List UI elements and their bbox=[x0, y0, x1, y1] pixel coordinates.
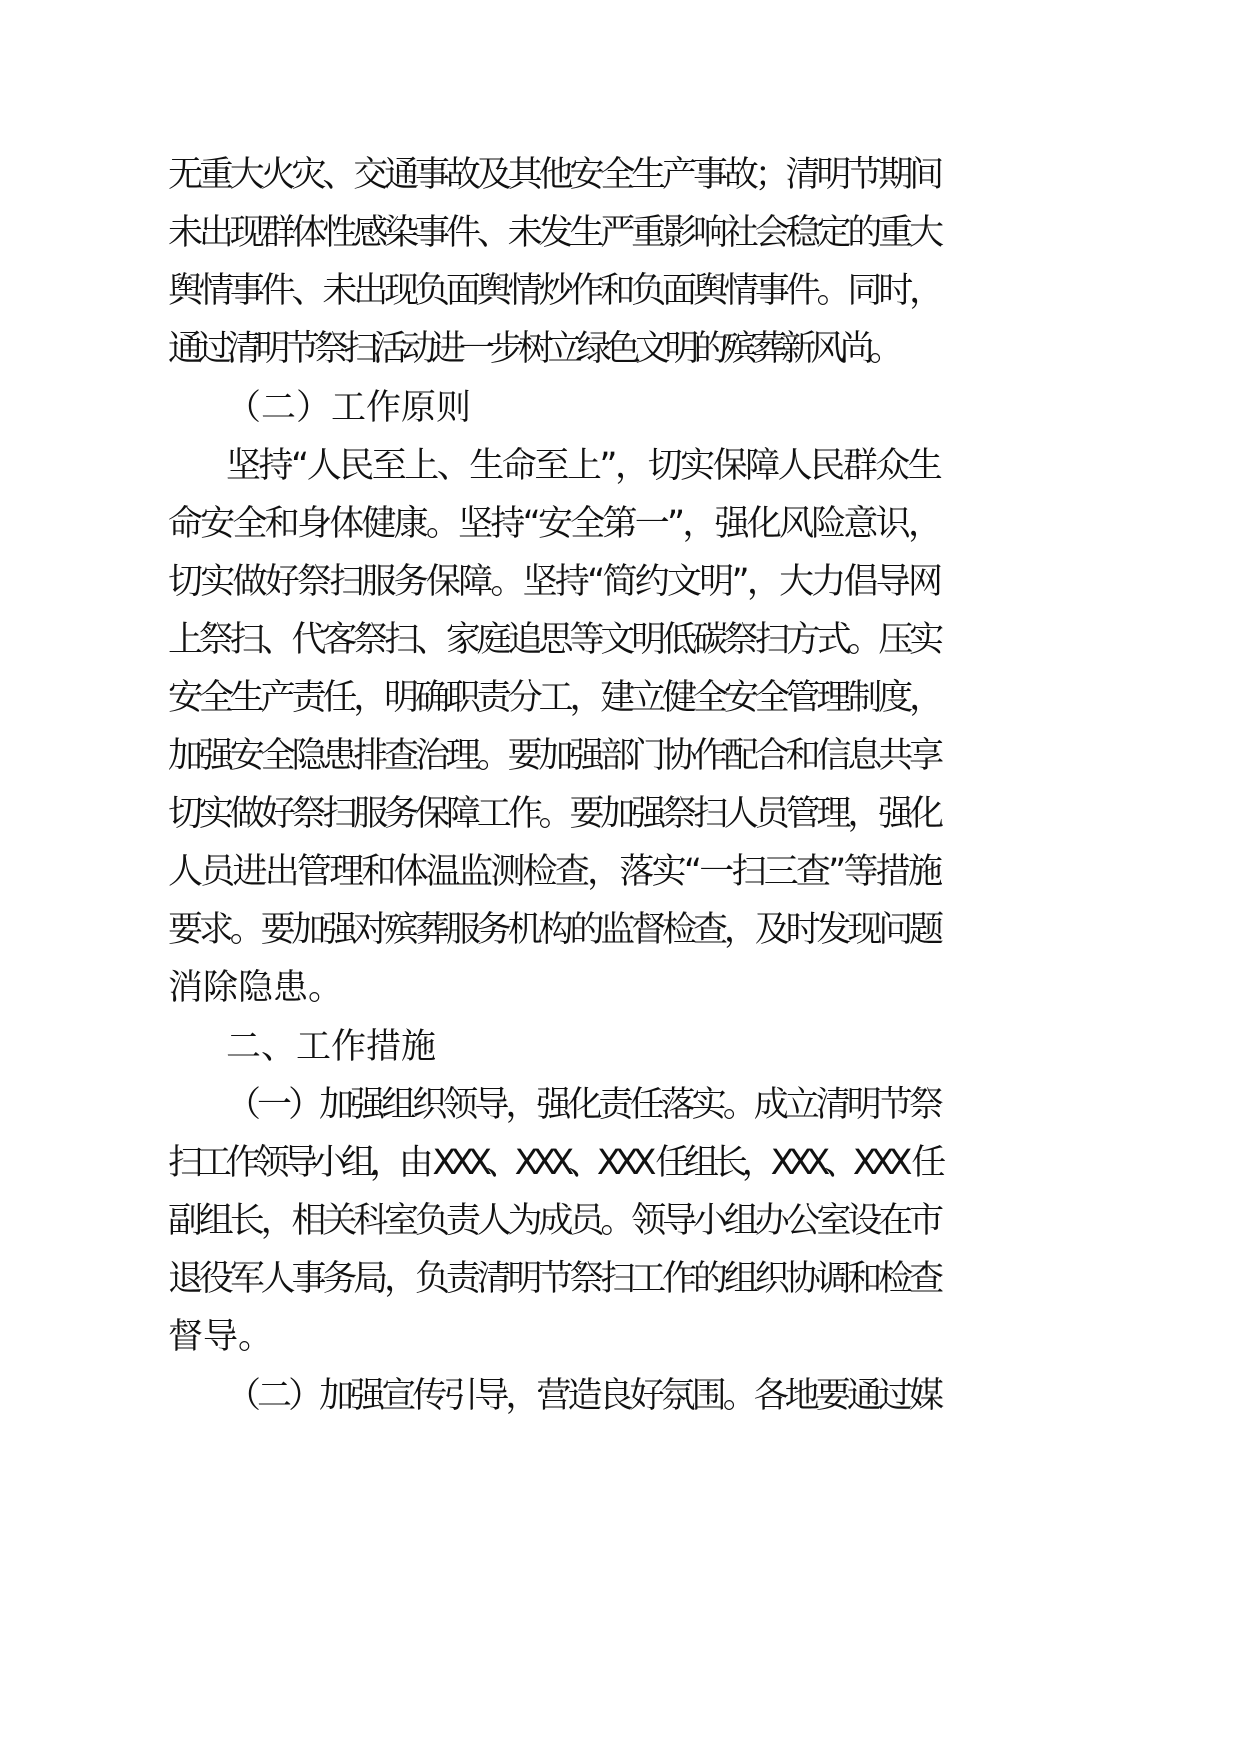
section-heading: 二、工作措施 bbox=[226, 1027, 437, 1067]
text-line: 加强安全隐患排查治理。要加强部门协作配合和信息共享 bbox=[168, 736, 941, 776]
text-line: 上祭扫、代客祭扫、家庭追思等文明低碳祭扫方式。压实 bbox=[168, 620, 941, 660]
text-line: （一）加强组织领导，强化责任落实。成立清明节祭 bbox=[226, 1085, 941, 1125]
text-line: 未出现群体性感染事件、未发生严重影响社会稳定的重大 bbox=[168, 213, 941, 253]
text-line: 督导。 bbox=[168, 1317, 274, 1357]
text-line: 扫工作领导小组，由 XXX、XXX、XXX 任组长，XXX、XXX 任 bbox=[168, 1143, 941, 1183]
text-line: 切实做好祭扫服务保障工作。要加强祭扫人员管理，强化 bbox=[168, 794, 941, 834]
text-line: 消除隐患。 bbox=[168, 968, 344, 1008]
text-line: 退役军人事务局，负责清明节祭扫工作的组织协调和检查 bbox=[168, 1259, 941, 1299]
text-line: （二）加强宣传引导，营造良好氛围。各地要通过媒 bbox=[226, 1376, 941, 1416]
text-line: 切实做好祭扫服务保障。坚持“简约文明”，大力倡导网 bbox=[168, 562, 941, 602]
text-line: 通过清明节祭扫活动进一步树立绿色文明的殡葬新风尚。 bbox=[168, 329, 899, 369]
text-line: 命安全和身体健康。坚持“安全第一”，强化风险意识， bbox=[168, 504, 941, 544]
text-line: 安全生产责任，明确职责分工，建立健全安全管理制度， bbox=[168, 678, 941, 718]
text-line: 人员进出管理和体温监测检查，落实“一扫三查”等措施 bbox=[168, 852, 941, 892]
text-line: 舆情事件、未出现负面舆情炒作和负面舆情事件。同时， bbox=[168, 271, 941, 311]
text-line: 要求。要加强对殡葬服务机构的监督检查，及时发现问题 bbox=[168, 910, 941, 950]
text-line: 坚持“人民至上、生命至上”，切实保障人民群众生 bbox=[226, 446, 941, 486]
section-heading: （二）工作原则 bbox=[226, 388, 472, 428]
text-line: 副组长，相关科室负责人为成员。领导小组办公室设在市 bbox=[168, 1201, 941, 1241]
text-line: 无重大火灾、交通事故及其他安全生产事故；清明节期间 bbox=[168, 155, 941, 195]
